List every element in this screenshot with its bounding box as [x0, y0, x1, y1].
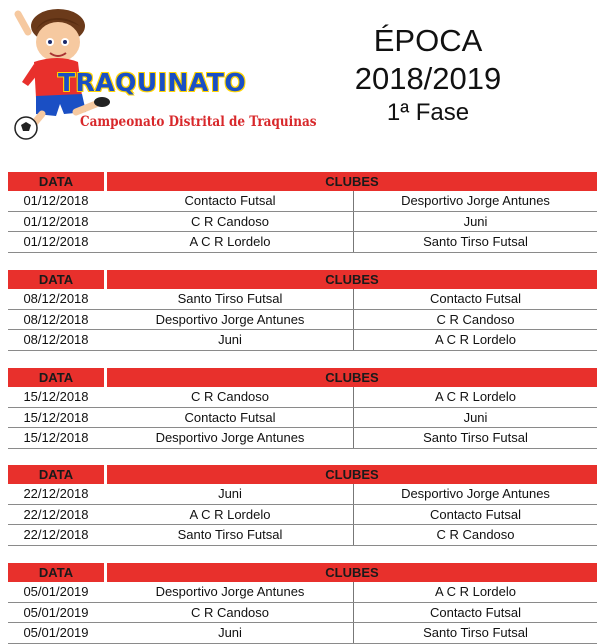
away-club: Contacto Futsal — [429, 604, 522, 620]
match-date: 22/12/2018 — [23, 486, 89, 501]
away-club: Contacto Futsal — [429, 291, 522, 306]
table-row — [8, 623, 597, 644]
home-club: A C R Lordelo — [107, 505, 354, 525]
match-date: 05/01/2019 — [23, 604, 89, 620]
season-year: 2018/2019 — [354, 61, 502, 96]
clubs-column-header: CLUBES — [107, 270, 597, 289]
date-column-header: DATA — [8, 563, 104, 582]
table-row — [8, 525, 597, 546]
season-label: ÉPOCA — [373, 23, 483, 58]
away-club: A C R Lordelo — [435, 584, 516, 599]
home-club: Juni — [107, 484, 354, 504]
home-club: Santo Tirso Futsal — [107, 525, 354, 545]
table-row — [8, 428, 597, 449]
table-row — [8, 289, 597, 310]
date-column-header: DATA — [8, 465, 104, 484]
match-date: 05/01/2019 — [23, 625, 89, 640]
table-header — [8, 172, 597, 191]
table-row — [8, 484, 597, 505]
clubs-column-header: CLUBES — [107, 563, 597, 582]
table-row — [8, 232, 597, 253]
round-table — [8, 465, 597, 546]
match-date: 15/12/2018 — [23, 409, 89, 425]
table-row — [8, 212, 597, 233]
date-column-header: DATA — [8, 368, 104, 387]
match-date: 08/12/2018 — [23, 291, 89, 306]
home-club: Desportivo Jorge Antunes — [107, 310, 354, 330]
round-table — [8, 270, 597, 351]
away-club: Santo Tirso Futsal — [423, 625, 528, 640]
table-row — [8, 310, 597, 331]
home-club: Juni — [107, 623, 354, 643]
table-row — [8, 387, 597, 408]
home-club: A C R Lordelo — [107, 232, 354, 252]
home-club: C R Candoso — [107, 212, 354, 232]
table-row — [8, 330, 597, 351]
match-date: 01/12/2018 — [23, 193, 89, 208]
round-table — [8, 172, 597, 253]
brand-subtitle: Campeonato Distrital de Traquinas — [80, 114, 317, 130]
away-club: Santo Tirso Futsal — [423, 234, 528, 249]
date-column-header: DATA — [8, 270, 104, 289]
away-club: Santo Tirso Futsal — [423, 430, 528, 445]
clubs-column-header: CLUBES — [107, 465, 597, 484]
home-club: C R Candoso — [107, 603, 354, 623]
home-club: Contacto Futsal — [107, 408, 354, 428]
away-club: Desportivo Jorge Antunes — [401, 193, 550, 208]
away-club: Juni — [463, 409, 488, 425]
clubs-column-header: CLUBES — [107, 368, 597, 387]
home-club: Santo Tirso Futsal — [107, 289, 354, 309]
clubs-column-header: CLUBES — [107, 172, 597, 191]
match-date: 01/12/2018 — [23, 234, 89, 249]
match-date: 01/12/2018 — [23, 213, 89, 229]
table-header — [8, 563, 597, 582]
table-row — [8, 582, 597, 603]
match-date: 08/12/2018 — [23, 332, 89, 347]
home-club: Desportivo Jorge Antunes — [107, 428, 354, 448]
table-row — [8, 603, 597, 624]
match-date: 22/12/2018 — [23, 527, 89, 542]
home-club: Juni — [107, 330, 354, 350]
away-club: C R Candoso — [436, 311, 515, 327]
round-table — [8, 563, 597, 644]
date-column-header: DATA — [8, 172, 104, 191]
table-header — [8, 368, 597, 387]
home-club: Contacto Futsal — [107, 191, 354, 211]
table-row — [8, 408, 597, 429]
match-date: 08/12/2018 — [23, 311, 89, 327]
away-club: Juni — [463, 213, 488, 229]
season-phase: 1ª Fase — [386, 99, 470, 126]
table-row — [8, 191, 597, 212]
table-header — [8, 270, 597, 289]
home-club: Desportivo Jorge Antunes — [107, 582, 354, 602]
match-date: 15/12/2018 — [23, 389, 89, 404]
match-date: 22/12/2018 — [23, 506, 89, 522]
table-header — [8, 465, 597, 484]
home-club: C R Candoso — [107, 387, 354, 407]
match-date: 05/01/2019 — [23, 584, 89, 599]
brand-title: TRAQUINATO — [58, 68, 247, 97]
traquinato-logo — [6, 4, 317, 142]
round-table — [8, 368, 597, 449]
match-date: 15/12/2018 — [23, 430, 89, 445]
away-club: Contacto Futsal — [429, 506, 522, 522]
season-block — [330, 22, 526, 128]
away-club: Desportivo Jorge Antunes — [401, 486, 550, 501]
away-club: A C R Lordelo — [435, 389, 516, 404]
away-club: C R Candoso — [436, 527, 515, 542]
table-row — [8, 505, 597, 526]
page-header — [0, 0, 600, 160]
away-club: A C R Lordelo — [435, 332, 516, 347]
